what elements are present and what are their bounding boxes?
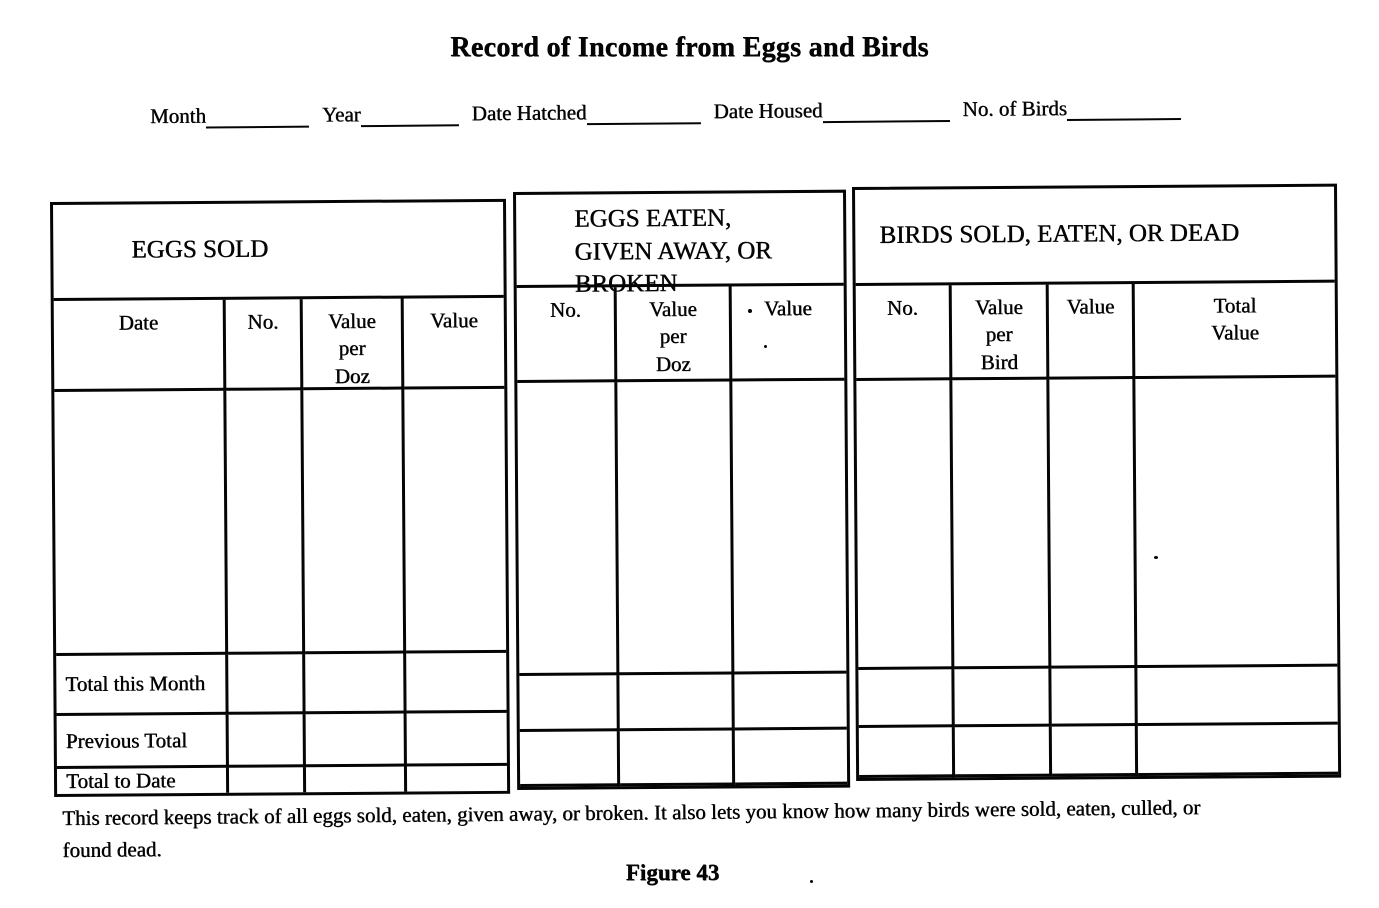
record-description-note: This record keeps track of all eggs sold, eaten, given away, or broken. It also lets you know how many birds were sold, eaten, culled, or found dead. xyxy=(62,795,1201,862)
eggs-sold-body-cell-value-per-doz xyxy=(303,390,406,655)
eggs-eaten-title: EGGS EATEN, GIVEN AWAY, OR BROKEN xyxy=(516,193,844,288)
birds-previous-total-cell xyxy=(955,727,1052,778)
eggs-eaten-total-month-cell xyxy=(734,674,846,731)
eggs-eaten-previous-total-cell xyxy=(520,731,620,787)
eggs-sold-body-cell-date xyxy=(54,391,228,656)
birds-col-value-per-bird: Value per Bird xyxy=(952,285,1050,381)
eggs-sold-total-month-cell xyxy=(406,653,506,714)
figure-caption: Figure 43 xyxy=(625,860,720,885)
eggs-sold-body-cell-value xyxy=(404,389,506,654)
eggs-eaten-col-value-per-doz: Value per Doz xyxy=(617,286,733,382)
eggs-eaten-body-cell-value xyxy=(732,381,846,675)
eggs-sold-col-value-per-doz: Value per Doz xyxy=(303,299,405,391)
birds-col-total-value: Total Value xyxy=(1135,283,1336,379)
birds-body-cell-value xyxy=(1049,379,1137,669)
eggs-sold-previous-total-cell xyxy=(407,713,507,767)
birds-body-cell-total-value xyxy=(1135,378,1337,668)
year-blank-line xyxy=(361,118,459,127)
birds-total-month-cell xyxy=(1137,667,1337,726)
eggs-sold-body-cell-no xyxy=(226,390,305,655)
scan-speck xyxy=(764,345,767,348)
eggs-eaten-body-cell-no xyxy=(517,382,619,676)
header-fill-in-line xyxy=(150,95,1194,129)
date-hatched-field xyxy=(471,99,700,126)
eggs-eaten-body-cell-value-per-doz xyxy=(617,381,734,675)
eggs-sold-total-month-cell xyxy=(305,654,406,715)
birds-body-cell-value-per-bird xyxy=(952,380,1051,670)
previous-total-label: Previous Total xyxy=(57,715,229,769)
date-housed-label: Date Housed xyxy=(713,98,823,124)
birds-total-month-cell xyxy=(858,669,954,728)
month-field xyxy=(150,103,309,129)
year-field xyxy=(322,101,459,127)
eggs-sold-col-date: Date xyxy=(54,300,227,392)
page-title: Record of Income from Eggs and Birds xyxy=(450,32,929,63)
eggs-eaten-table xyxy=(513,190,850,790)
date-housed-field xyxy=(713,97,949,124)
eggs-sold-col-no: No. xyxy=(226,299,304,391)
birds-col-no: No. xyxy=(856,285,953,381)
month-label: Month xyxy=(149,103,207,129)
eggs-sold-table xyxy=(50,199,510,797)
eggs-sold-title: EGGS SOLD xyxy=(53,202,504,301)
scan-speck xyxy=(748,309,752,313)
no-of-birds-label: No. of Birds xyxy=(962,95,1068,121)
eggs-eaten-col-no: No. xyxy=(517,287,618,383)
birds-col-value: Value xyxy=(1049,284,1136,380)
eggs-sold-total-to-date-cell xyxy=(407,766,507,792)
eggs-sold-total-to-date-cell xyxy=(306,767,407,793)
eggs-eaten-previous-total-cell xyxy=(735,730,847,786)
birds-body-cell-no xyxy=(856,380,954,670)
eggs-eaten-col-value: Value xyxy=(732,286,845,382)
eggs-eaten-total-month-cell xyxy=(519,675,619,732)
date-hatched-label: Date Hatched xyxy=(471,100,587,126)
year-label: Year xyxy=(321,102,361,127)
eggs-sold-col-value: Value xyxy=(404,298,505,390)
birds-title: BIRDS SOLD, EATEN, OR DEAD xyxy=(855,187,1335,286)
no-of-birds-blank-line xyxy=(1067,112,1181,121)
birds-table xyxy=(852,184,1341,781)
total-this-month-label: Total this Month xyxy=(56,655,228,716)
month-blank-line xyxy=(206,120,309,129)
eggs-sold-previous-total-cell xyxy=(229,714,306,768)
total-to-date-label: Total to Date xyxy=(57,768,229,794)
eggs-sold-previous-total-cell xyxy=(306,714,407,768)
birds-total-month-cell xyxy=(1051,668,1137,727)
scan-speck xyxy=(1154,556,1158,559)
eggs-sold-total-month-cell xyxy=(228,654,305,715)
eggs-eaten-total-month-cell xyxy=(619,674,734,731)
birds-total-month-cell xyxy=(954,669,1051,728)
date-housed-blank-line xyxy=(823,114,950,123)
no-of-birds-field xyxy=(962,95,1181,122)
birds-previous-total-cell xyxy=(859,727,955,778)
eggs-eaten-previous-total-cell xyxy=(620,730,735,786)
birds-previous-total-cell xyxy=(1052,726,1138,777)
scan-speck xyxy=(810,880,813,883)
eggs-sold-total-to-date-cell xyxy=(229,767,306,793)
birds-previous-total-cell xyxy=(1138,725,1338,776)
date-hatched-blank-line xyxy=(586,116,700,125)
